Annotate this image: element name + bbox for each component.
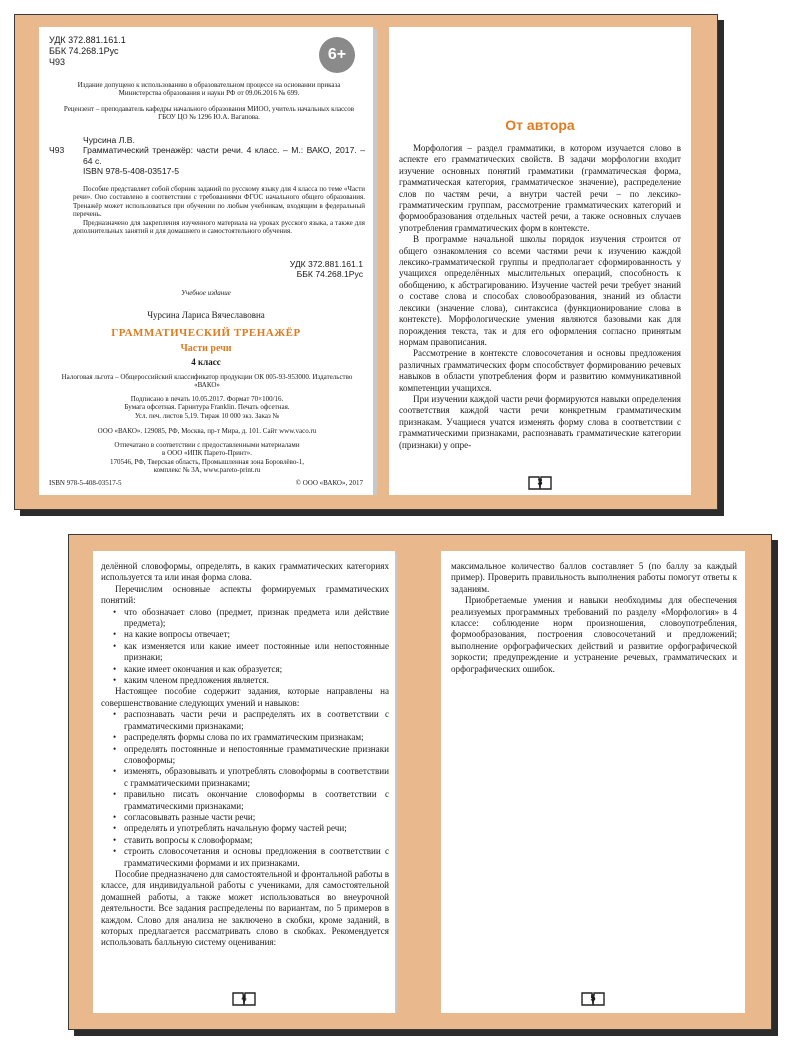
page-number-label: 4	[241, 993, 247, 1003]
list-item: • как изменяется или какие имеет постоянные или непостоянные признаки;	[113, 641, 389, 664]
printer-line: Отпечатано в соответствии с предоставленными материалами	[114, 441, 300, 449]
page-5	[441, 551, 745, 1013]
list-item: • каким членом предложения является.	[113, 675, 389, 686]
isbn-line: ISBN 978-5-408-03517-5	[83, 166, 180, 177]
imprint-page	[39, 27, 373, 495]
page-number-label: 3	[537, 477, 543, 487]
author-short: Чурсина Л.В.	[83, 135, 135, 145]
list-item: • определять постоянные и непостоянные грамматические признаки словоформы;	[113, 744, 389, 767]
printer-line: комплекс № 3А, www.pareto-print.ru	[153, 466, 261, 475]
isbn-bottom: ISBN 978-5-408-03517-5	[49, 479, 122, 487]
skills-list	[101, 709, 389, 869]
classification-right	[290, 259, 363, 280]
printer-info	[59, 441, 355, 475]
age-badge-label: 6+	[327, 46, 347, 63]
page-number-5	[581, 991, 605, 1007]
print-line: Бумага офсетная. Гарнитура Franklin. Печать офсетная.	[124, 403, 290, 412]
list-item: • правильно писать окончание словоформы в соответствии с грамматическими признаками;	[113, 789, 389, 812]
book-title: ГРАММАТИЧЕСКИЙ ТРЕНАЖЁР	[111, 327, 301, 339]
book-subtitle: Части речи	[180, 343, 232, 354]
catalog-card	[49, 135, 365, 177]
approval-note: Издание допущено к использованию в образовательном процессе на основании приказа Министерства образования и науки РФ от 09.06.2016 № 699.	[77, 81, 341, 98]
print-line: Усл. печ. листов 5,19. Тираж 10 000 экз. Заказ №	[134, 411, 280, 420]
abstract-paragraph: Пособие представляет собой сборник заданий по русскому языку для 4 класса по теме «Части речи». Оно составлено в соответствии с требованиями ФГОС начального общего образования. Тренажёр может использоваться при обучении по любым учебникам, входящим в федеральный перечень.	[73, 185, 365, 219]
bbk-code: ББК 74.268.1Рус	[49, 46, 119, 56]
list-item: • определять и употреблять начальную форму частей речи;	[113, 823, 389, 834]
page-3-body	[399, 143, 681, 451]
print-details	[59, 395, 355, 420]
concepts-list	[101, 607, 389, 687]
printer-line: 170546, РФ, Тверская область, Промышленная зона Боровлёво-1,	[109, 457, 305, 466]
list-item: • строить словосочетания и основы предложения в соответствии с грамматическими формами и их признаками.	[113, 846, 389, 869]
list-item: • распознавать части речи и распределять их в соответствии с грамматическими признаками;	[113, 709, 389, 732]
body-paragraph: Приобретаемые умения и навыки необходимы для обеспечения реализуемых программных требований по разделу «Морфология» в 4 классе: соблюдение норм произношения, словоупотребления, формообразования, построения словосочетаний и предложений; выполнение орфографических действий и развитие орфографической зоркости; предупреждение и устранение речевых, грамматических и орфографических ошибок.	[451, 595, 737, 674]
list-item: • на какие вопросы отвечает;	[113, 629, 389, 640]
page-5-body	[451, 561, 737, 675]
list-item: • какие имеет окончания и как образуется;	[113, 664, 389, 675]
book-grade: 4 класс	[191, 357, 221, 367]
copyright: © ООО «ВАКО», 2017	[295, 479, 363, 487]
page-4	[93, 551, 395, 1013]
body-paragraph: Рассмотрение в контексте словосочетания и основы предложения различных грамматических форм способствует формированию речевых навыков в области употребления форм и развитию коммуникативной компетенции учащихся.	[399, 348, 681, 393]
catalog-code: Ч93	[49, 145, 65, 156]
udk-right: УДК 372.881.161.1	[289, 259, 363, 269]
reviewer-note: Рецензент – преподаватель кафедры начального образования МИОО, учитель начальных классов ГБОУ ЦО № 1296 Ю.А. Вагапова.	[63, 105, 355, 122]
body-paragraph: делённой словоформы, определять, в каких грамматических категориях используется та или иная форма слова.	[101, 561, 389, 583]
author-mark: Ч93	[49, 57, 66, 67]
book-reference: Грамматический тренажёр: части речи. 4 класс. – М.: ВАКО, 2017. – 64 с.	[83, 145, 365, 166]
age-badge	[319, 37, 355, 73]
print-line: Подписано в печать 10.05.2017. Формат 70×100/16.	[130, 395, 284, 403]
list-item: • ставить вопросы к словоформам;	[113, 835, 389, 846]
tax-note: Налоговая льгота – Общероссийский классификатор продукции ОК 005-93-953000. Издательство «ВАКО»	[61, 373, 353, 390]
list-item: • распределять формы слова по их грамматическим признакам;	[113, 732, 389, 743]
body-paragraph: максимальное количество баллов составляет 5 (по баллу за каждый пример). Проверить правильность выполнения работы помогут ответы к заданиям.	[451, 561, 737, 594]
list-item: • согласовывать разные части речи;	[113, 812, 389, 823]
bbk-right: ББК 74.268.1Рус	[296, 269, 363, 280]
edition-type: Учебное издание	[181, 289, 231, 297]
udk-code: УДК 372.881.161.1	[49, 35, 126, 45]
page-number-3	[528, 475, 552, 491]
body-paragraph: В программе начальной школы порядок изучения строится от общего ознакомления со всеми частями речи к изучению каждой лексико-грамматической группы и предполагает сформированность у учащихся определённых мыслительных операций, способность к обобщению, к абстрагированию. Изучение частей речи требует знаний о составе слова и способах словообразования, знаний из области лексики (значение слова), синтаксиса (функционирование слова в контексте). Морфологические умения являются базовыми как для порождения текста, так и для его оформления согласно принятым нормам правописания.	[399, 234, 681, 347]
section-heading: От автора	[505, 117, 575, 133]
page-3	[389, 27, 691, 495]
body-paragraph: Перечислим основные аспекты формируемых грамматических понятий:	[101, 583, 389, 606]
author-full-name: Чурсина Лариса Вячеславовна	[147, 310, 265, 320]
printer-line: в ООО «ИПК Парето-Принт».	[162, 449, 252, 458]
list-item: • изменять, образовывать и употреблять словоформы в соответствии с грамматическими признаками;	[113, 766, 389, 789]
body-paragraph: При изучении каждой части речи формируются навыки определения соответствия каждой части речи конкретным грамматическим признакам. Учащиеся учатся изменять форму слова в соответствии с грамматическими признаками, распознавать грамматические категории (признаки) у опре-	[399, 393, 681, 450]
abstract	[73, 185, 365, 235]
body-paragraph: Пособие предназначено для самостоятельной и фронтальной работы в классе, для индивидуальной работы с учениками, для самостоятельной домашней работы, а также может использоваться во внеурочной деятельности. Все задания распределены по вариантам, по 5 примеров в каждом. Слово для анализа не заключено в скобки, кроме заданий, в которых предлагается рассматривать слово в скобках. Рекомендуется использовать балльную систему оценивания:	[101, 868, 389, 948]
page-number-label: 5	[590, 993, 596, 1003]
page-4-body	[101, 561, 389, 949]
body-paragraph: Морфология – раздел грамматики, в котором изучается слово в аспекте его грамматических свойств. В задачи морфологии входит изучение основных понятий грамматики (грамматическая форма, грамматическая категория, грамматическое значение), распределение слов по частям речи, а внутри частей речи – по лексико-грамматическим группам, рассмотрение грамматических категорий и формообразования отдельных частей речи, а также основных случаев употребления грамматических форм в контексте.	[399, 143, 681, 233]
top-spread	[14, 14, 718, 510]
page-number-4	[232, 991, 256, 1007]
bottom-spread	[68, 534, 772, 1030]
imprint-top	[49, 35, 126, 68]
list-item: • что обозначает слово (предмет, признак предмета или действие предмета);	[113, 607, 389, 630]
body-paragraph: Настоящее пособие содержит задания, которые направлены на совершенствование следующих умений и навыков:	[101, 686, 389, 708]
publisher-address: ООО «ВАКО». 129085, РФ, Москва, пр-т Мира, д. 101. Сайт www.vaco.ru	[97, 427, 317, 435]
abstract-paragraph: Предназначено для закрепления изученного материала на уроках русского языка, а также для дополнительных занятий и для домашнего и самостоятельного обучения.	[73, 218, 365, 236]
